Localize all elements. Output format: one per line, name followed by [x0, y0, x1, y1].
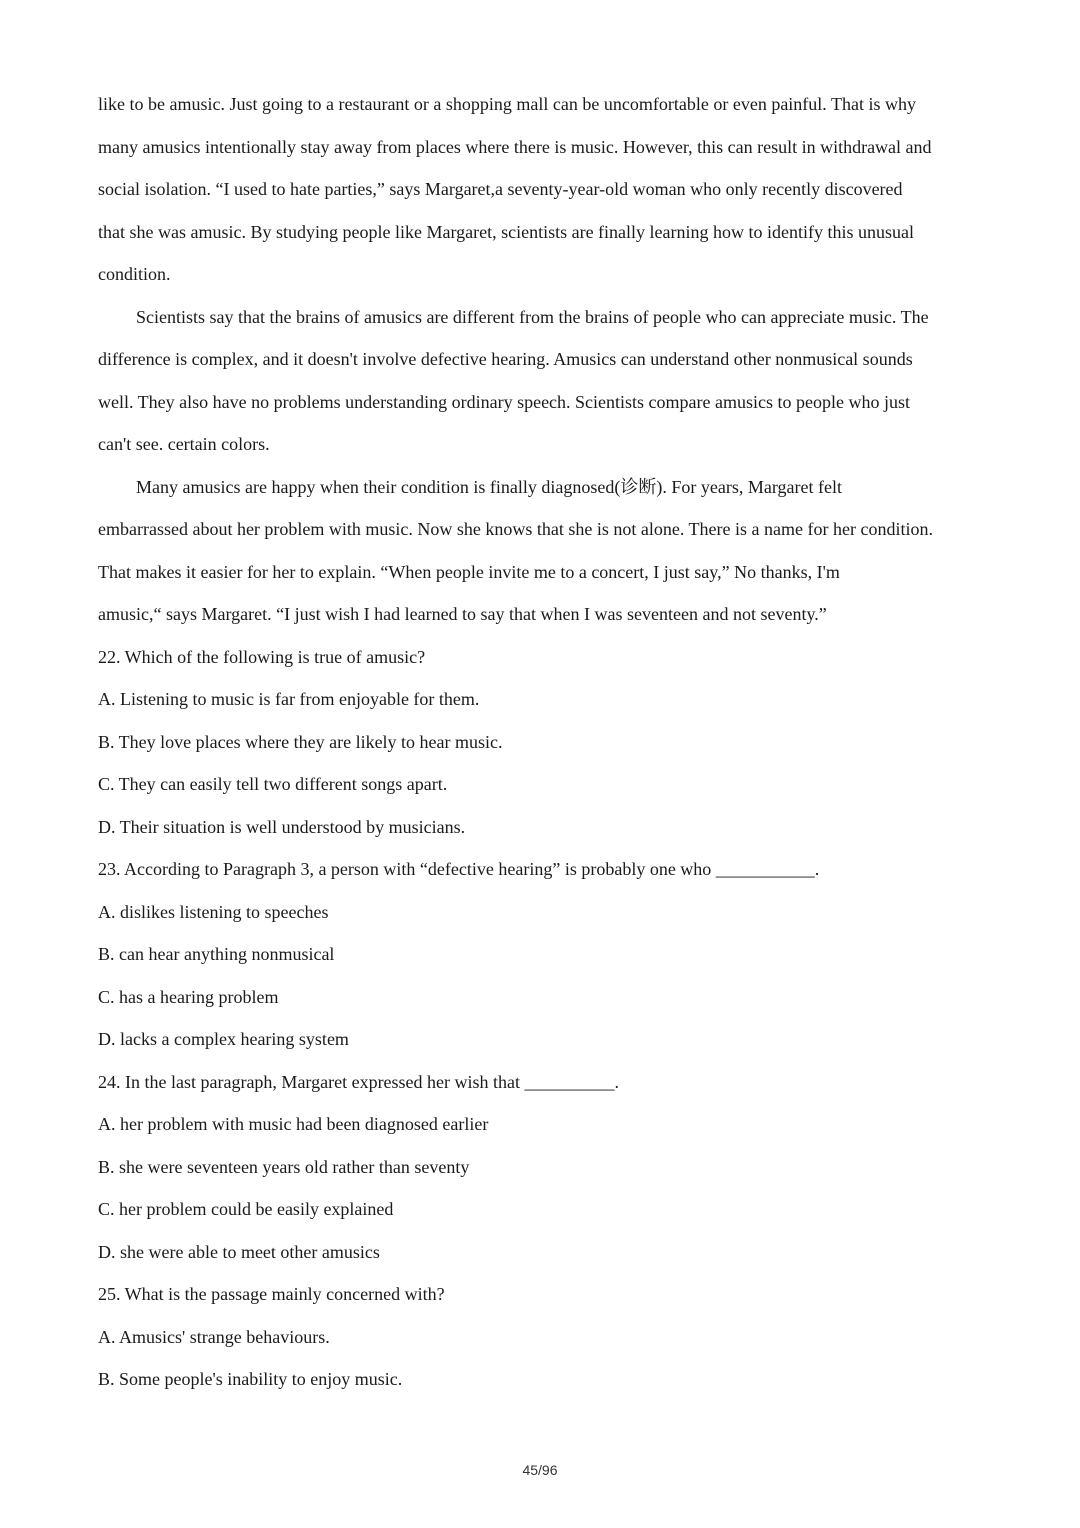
answer-option: B. They love places where they are likely to hear music.: [98, 731, 503, 752]
answer-option: D. she were able to meet other amusics: [98, 1241, 380, 1262]
answer-option: C. has a hearing problem: [98, 986, 279, 1007]
paragraph-line: many amusics intentionally stay away from places where there is music. However, this can result in withdrawal and: [98, 136, 932, 157]
page-number: 45/96: [522, 1462, 558, 1478]
question-stem: 22. Which of the following is true of amusic?: [98, 646, 426, 667]
answer-option: B. Some people's inability to enjoy music.: [98, 1369, 403, 1389]
document-page: [98, 83, 988, 1401]
question-24: [98, 1061, 988, 1274]
question-23: [98, 848, 988, 1061]
answer-option: A. Amusics' strange behaviours.: [98, 1326, 330, 1347]
paragraph-line: amusic,“ says Margaret. “I just wish I had learned to say that when I was seventeen and not seventy.”: [98, 604, 827, 624]
question-stem: 23. According to Paragraph 3, a person with “defective hearing” is probably one who ___________.: [98, 859, 820, 879]
answer-option: A. dislikes listening to speeches: [98, 901, 329, 922]
paragraph-line: social isolation. “I used to hate parties,” says Margaret,a seventy-year-old woman who only recently discovered: [98, 179, 903, 199]
paragraph-line: that she was amusic. By studying people like Margaret, scientists are finally learning how to identify this unusual: [98, 221, 915, 242]
paragraph-line: well. They also have no problems understanding ordinary speech. Scientists compare amusics to people who just: [98, 391, 910, 412]
answer-option: C. They can easily tell two different songs apart.: [98, 774, 448, 794]
question-22: [98, 636, 988, 849]
paragraph-line: difference is complex, and it doesn't involve defective hearing. Amusics can understand other nonmusical sounds: [98, 349, 913, 369]
paragraph-line: can't see. certain colors.: [98, 434, 270, 454]
paragraph-line: like to be amusic. Just going to a restaurant or a shopping mall can be uncomfortable or even painful. That is why: [98, 94, 916, 114]
paragraph-line: Many amusics are happy when their condition is finally diagnosed(诊断). For years, Margaret felt: [136, 476, 842, 497]
paragraph-line: That makes it easier for her to explain. “When people invite me to a concert, I just say,” No thanks, I'm: [98, 561, 840, 582]
answer-option: D. Their situation is well understood by musicians.: [98, 816, 466, 837]
paragraph-3: [98, 466, 988, 636]
answer-option: B. can hear anything nonmusical: [98, 944, 335, 964]
paragraph-line: Scientists say that the brains of amusics are different from the brains of people who can appreciate music. The: [136, 306, 929, 327]
paragraph-line: embarrassed about her problem with music. Now she knows that she is not alone. There is a name for her condition.: [98, 519, 933, 539]
question-stem: 24. In the last paragraph, Margaret expressed her wish that __________.: [98, 1071, 620, 1092]
answer-option: D. lacks a complex hearing system: [98, 1029, 349, 1049]
paragraph-2: [98, 296, 988, 466]
answer-option: C. her problem could be easily explained: [98, 1199, 394, 1219]
question-25: [98, 1273, 988, 1401]
question-stem: 25. What is the passage mainly concerned with?: [98, 1284, 445, 1304]
answer-option: A. her problem with music had been diagnosed earlier: [98, 1114, 489, 1134]
answer-option: A. Listening to music is far from enjoyable for them.: [98, 689, 480, 709]
answer-option: B. she were seventeen years old rather than seventy: [98, 1156, 470, 1177]
paragraph-line: condition.: [98, 264, 171, 284]
paragraph-1: [98, 83, 988, 296]
